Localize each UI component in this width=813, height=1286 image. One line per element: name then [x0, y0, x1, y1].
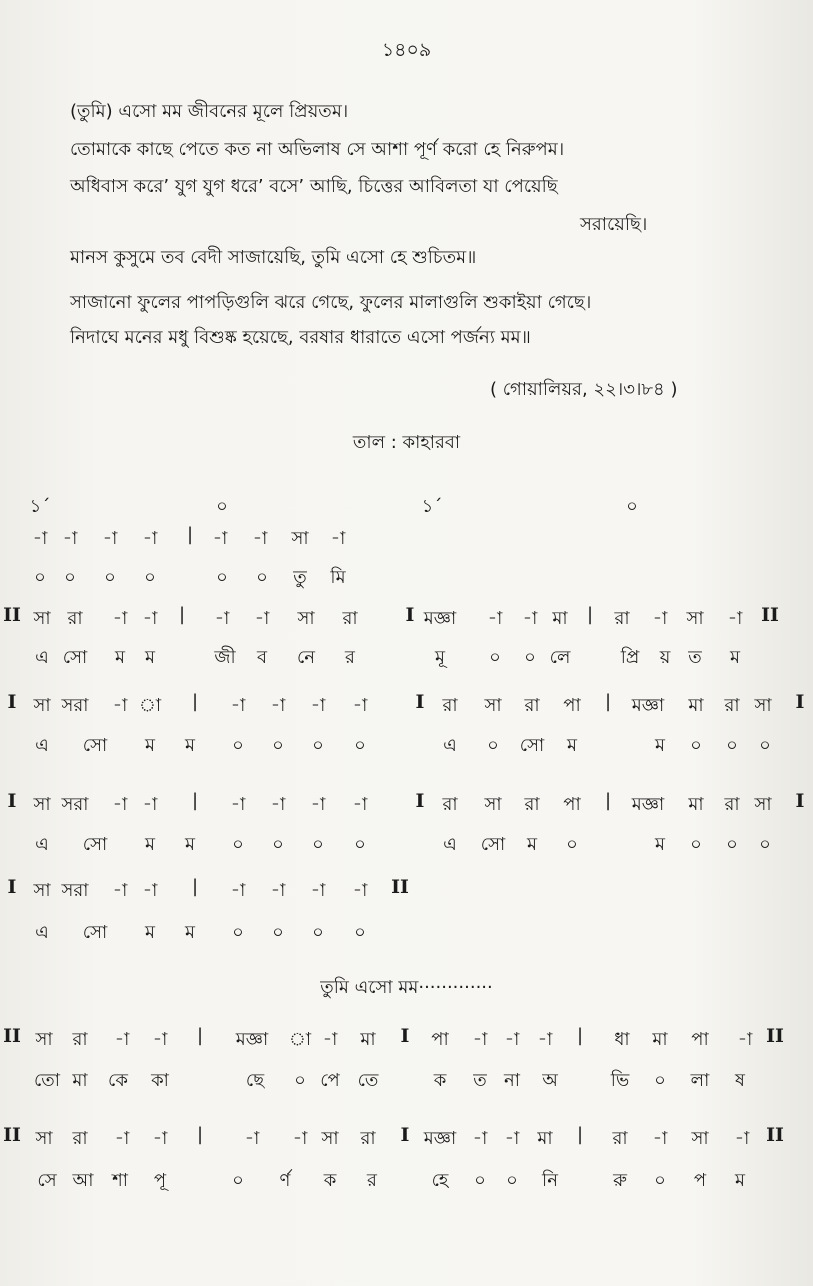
notation-cell: পা — [563, 794, 581, 815]
notation-cell: অ — [542, 1070, 558, 1091]
notation-cell: এ — [35, 922, 49, 943]
notation-cell: া — [288, 1029, 312, 1050]
notation-cell: সো — [62, 647, 88, 668]
subheading: তুমি এসো মম············· — [320, 977, 493, 998]
notation-cell: রা — [614, 608, 630, 629]
beat-divider: | — [186, 524, 194, 545]
barline: II — [3, 604, 21, 626]
notation-cell: র্ণ — [279, 1170, 291, 1191]
lyric-line-3: অধিবাস করে’ যুগ যুগ ধরে’ বসে’ আছি, চিত্তের আবিলতা যা পেয়েছি — [70, 176, 558, 197]
notation-cell: -া — [292, 1128, 308, 1149]
notation-cell: পা — [563, 695, 581, 716]
notation-row — [0, 790, 813, 820]
notation-cell: -া — [102, 528, 118, 549]
beat-divider: | — [576, 1025, 584, 1046]
notation-cell: ম — [655, 735, 665, 756]
notation-cell: ব — [256, 647, 268, 668]
notation-cell: -া — [727, 608, 743, 629]
notation-cell: -া — [152, 1128, 168, 1149]
notation-cell: -া — [142, 880, 158, 901]
notation-row — [0, 524, 813, 554]
notation-cell: ০ — [726, 834, 738, 855]
notation-cell: -া — [114, 1128, 130, 1149]
notation-cell: য় — [659, 647, 671, 668]
notation-cell: মজ্ঞা — [235, 1029, 269, 1050]
barline: I — [415, 691, 425, 713]
notation-row — [0, 643, 813, 673]
notation-cell: মা — [688, 695, 704, 716]
notation-cell: রা — [72, 1029, 88, 1050]
beat-divider: | — [178, 604, 186, 625]
lyric-line-1: (তুমি) এসো মম জীবনের মূলে প্রিয়তম। — [70, 101, 349, 122]
notation-cell: মজ্ঞা — [631, 695, 665, 716]
notation-cell: লে — [549, 647, 571, 668]
notation-cell: সা — [33, 695, 51, 716]
notation-cell: -া — [537, 1029, 553, 1050]
notation-cell: কা — [151, 1070, 169, 1091]
notation-cell: সা — [686, 608, 704, 629]
notation-cell: -া — [487, 608, 503, 629]
notation-cell: সা — [33, 794, 51, 815]
notation-row — [0, 731, 813, 761]
notation-cell: ম — [735, 1170, 745, 1191]
notation-cell: ম — [567, 735, 577, 756]
notation-cell: ০ — [626, 496, 638, 517]
notation-cell: না — [504, 1070, 520, 1091]
notation-cell: -া — [142, 528, 158, 549]
notation-row — [0, 1066, 813, 1096]
notation-cell: ম — [655, 834, 665, 855]
notation-cell: -া — [212, 528, 228, 549]
notation-cell: এ — [443, 735, 457, 756]
notation-cell: -া — [270, 794, 286, 815]
notation-cell: পে — [320, 1070, 340, 1091]
notation-row — [0, 830, 813, 860]
lyric-line-2: তোমাকে কাছে পেতে কত না অভিলাষ সে আশা পূর্ণ করো হে নিরুপম। — [70, 139, 565, 160]
notation-cell: জী — [214, 647, 236, 668]
notation-cell: -া — [472, 1029, 488, 1050]
notation-cell: -া — [352, 794, 368, 815]
notation-cell: মা — [537, 1128, 553, 1149]
notation-cell: পা — [691, 1029, 709, 1050]
notation-cell: -া — [152, 1029, 168, 1050]
notation-cell: রা — [442, 695, 458, 716]
notation-cell: এ — [35, 834, 49, 855]
notation-cell: -া — [270, 880, 286, 901]
notation-cell: ০ — [506, 1170, 518, 1191]
notation-cell: ত — [688, 647, 702, 668]
notation-cell: -া — [244, 1128, 260, 1149]
notation-cell: লা — [690, 1070, 710, 1091]
notation-cell: সা — [754, 794, 772, 815]
lyric-line-6: নিদাঘে মনের মধু বিশুষ্ক হয়েছে, বরষার ধারাতে এসো পর্জন্য মম॥ — [70, 327, 531, 348]
barline: I — [405, 604, 415, 626]
notation-cell: -া — [330, 528, 346, 549]
notation-cell: নি — [542, 1170, 558, 1191]
beat-divider: | — [604, 691, 612, 712]
notation-cell: ম — [145, 647, 155, 668]
notation-cell: ম — [115, 647, 125, 668]
notation-cell: ০ — [144, 567, 156, 588]
notation-cell: ০ — [216, 567, 228, 588]
notation-cell: ০ — [256, 567, 268, 588]
notation-cell: ০ — [354, 834, 366, 855]
notation-cell: সা — [35, 1128, 53, 1149]
notation-cell: সরা — [61, 794, 89, 815]
tala-heading: তাল : কাহারবা — [352, 432, 461, 453]
notation-cell: সা — [691, 1128, 709, 1149]
notation-cell: -া — [352, 695, 368, 716]
notation-cell: ম — [145, 922, 155, 943]
notation-cell: সো — [82, 922, 108, 943]
notation-row — [0, 1166, 813, 1196]
barline: II — [766, 1025, 784, 1047]
notation-cell: ০ — [654, 1070, 666, 1091]
barline: I — [7, 876, 17, 898]
notation-cell: ভি — [610, 1070, 630, 1091]
notation-cell: -া — [252, 528, 268, 549]
notation-cell: -া — [254, 608, 270, 629]
notation-cell: সরা — [61, 695, 89, 716]
notation-cell: সা — [754, 695, 772, 716]
notation-cell: তে — [357, 1070, 379, 1091]
notation-cell: রা — [360, 1128, 376, 1149]
notation-cell: ০ — [34, 567, 46, 588]
notation-cell: -া — [310, 695, 326, 716]
beat-divider: | — [196, 1124, 204, 1145]
notation-cell: -া — [652, 608, 668, 629]
notation-cell: সো — [480, 834, 506, 855]
barline: I — [7, 691, 17, 713]
notation-cell: -া — [142, 794, 158, 815]
notation-cell: -া — [322, 1029, 338, 1050]
barline: II — [391, 876, 409, 898]
notation-cell: মি — [330, 567, 346, 588]
lyric-line-5: সাজানো ফুলের পাপড়িগুলি ঝরে গেছে, ফুলের মালাগুলি শুকাইয়া গেছে। — [70, 292, 592, 313]
notation-cell: মজ্ঞা — [423, 608, 457, 629]
notation-cell: মা — [72, 1070, 88, 1091]
notation-cell: রা — [724, 794, 740, 815]
notation-cell: সরা — [61, 880, 89, 901]
notation-cell: ০ — [272, 922, 284, 943]
notation-cell: ম — [145, 735, 155, 756]
notation-cell: ০ — [272, 834, 284, 855]
notation-row — [0, 604, 813, 634]
notation-cell: -া — [652, 1128, 668, 1149]
notation-row — [0, 1124, 813, 1154]
notation-cell: মূ — [435, 647, 445, 668]
notation-cell: সো — [82, 735, 108, 756]
notation-cell: ১´ — [29, 496, 51, 517]
notation-cell: -া — [114, 1029, 130, 1050]
notation-cell: -া — [230, 880, 246, 901]
notation-cell: রা — [724, 695, 740, 716]
notation-cell: ০ — [232, 922, 244, 943]
notation-cell: ম — [185, 834, 195, 855]
notation-cell: ০ — [216, 496, 228, 517]
notation-cell: -া — [270, 695, 286, 716]
notation-cell: -া — [504, 1029, 520, 1050]
notation-cell: রা — [524, 794, 540, 815]
barline: I — [400, 1124, 410, 1146]
notation-row — [0, 563, 813, 593]
notation-cell: রা — [72, 1128, 88, 1149]
notation-cell: সা — [291, 528, 309, 549]
beat-divider: | — [586, 604, 594, 625]
barline: II — [3, 1124, 21, 1146]
notation-cell: সা — [33, 608, 51, 629]
notation-cell: র — [367, 1170, 377, 1191]
notation-cell: -া — [310, 794, 326, 815]
lyric-line-4: মানস কুসুমে তব বেদী সাজায়েছি, তুমি এসো হে শুচিতম॥ — [70, 247, 477, 268]
page-number: ১৪০৯ — [381, 39, 432, 61]
barline: I — [795, 691, 805, 713]
notation-cell: ০ — [474, 1170, 486, 1191]
notation-cell: ত — [473, 1070, 487, 1091]
barline: I — [795, 790, 805, 812]
notation-cell: এ — [443, 834, 457, 855]
notation-cell: প্রি — [620, 647, 640, 668]
place-date: ( গোয়ালিয়র, ২২।৩।৮৪ ) — [490, 379, 678, 400]
notation-cell: র — [345, 647, 355, 668]
notation-cell: ম — [527, 834, 537, 855]
notation-cell: ০ — [566, 834, 578, 855]
notation-cell: মা — [688, 794, 704, 815]
notation-cell: -া — [112, 794, 128, 815]
notation-cell: ছে — [245, 1070, 265, 1091]
notation-cell: -া — [352, 880, 368, 901]
notation-cell: ১´ — [421, 496, 443, 517]
notation-cell: মজ্ঞা — [631, 794, 665, 815]
notation-cell: ম — [185, 735, 195, 756]
notation-row — [0, 876, 813, 906]
notation-cell: মা — [360, 1029, 376, 1050]
lyric-line-3-continued: সরায়েছি। — [580, 214, 648, 235]
notation-cell: ০ — [232, 834, 244, 855]
notation-cell: পূ — [153, 1170, 167, 1191]
notation-cell: সে — [37, 1170, 57, 1191]
notation-cell: এ — [35, 735, 49, 756]
barline: I — [400, 1025, 410, 1047]
notation-cell: -া — [62, 528, 78, 549]
notation-cell: ০ — [232, 1170, 244, 1191]
notation-cell: ধা — [614, 1029, 630, 1050]
notation-cell: ০ — [104, 567, 116, 588]
notation-cell: -া — [522, 608, 538, 629]
notation-cell: সা — [321, 1128, 339, 1149]
notation-cell: ০ — [294, 1070, 306, 1091]
notation-cell: -া — [214, 608, 230, 629]
notation-cell: ০ — [690, 735, 702, 756]
notation-cell: -া — [734, 1128, 750, 1149]
notation-cell: সা — [484, 695, 502, 716]
notation-cell: া — [138, 695, 162, 716]
notation-cell: ০ — [654, 1170, 666, 1191]
notation-cell: সা — [35, 1029, 53, 1050]
notation-cell: -া — [112, 608, 128, 629]
notation-cell: মজ্ঞা — [423, 1128, 457, 1149]
notation-cell: ম — [730, 647, 740, 668]
notation-cell: পা — [431, 1029, 449, 1050]
notation-cell: রা — [524, 695, 540, 716]
notation-cell: হে — [431, 1170, 449, 1191]
beat-divider: | — [191, 790, 199, 811]
notation-cell: রা — [442, 794, 458, 815]
notation-row — [0, 918, 813, 948]
beat-divider: | — [191, 691, 199, 712]
notation-cell: সো — [519, 735, 545, 756]
notation-cell: ক — [433, 1070, 447, 1091]
notation-row — [0, 492, 813, 522]
notation-cell: তু — [293, 567, 307, 588]
notation-cell: রা — [612, 1128, 628, 1149]
notation-cell: -া — [230, 695, 246, 716]
barline: I — [7, 790, 17, 812]
notation-cell: -া — [737, 1029, 753, 1050]
notation-cell: মা — [552, 608, 568, 629]
notation-cell: ০ — [64, 567, 76, 588]
barline: II — [766, 1124, 784, 1146]
notation-cell: কে — [108, 1070, 128, 1091]
beat-divider: | — [576, 1124, 584, 1145]
notation-cell: ক — [323, 1170, 337, 1191]
notation-cell: ০ — [312, 735, 324, 756]
beat-divider: | — [191, 876, 199, 897]
notation-cell: ম — [185, 922, 195, 943]
notation-cell: ০ — [759, 834, 771, 855]
barline: II — [761, 604, 779, 626]
notation-cell: এ — [35, 647, 49, 668]
notation-cell: -া — [310, 880, 326, 901]
notation-cell: রা — [67, 608, 83, 629]
notation-cell: -া — [112, 695, 128, 716]
notation-cell: মা — [652, 1029, 668, 1050]
notation-cell: ০ — [489, 647, 501, 668]
notation-cell: নে — [296, 647, 316, 668]
barline: II — [3, 1025, 21, 1047]
barline: I — [415, 790, 425, 812]
notation-cell: ০ — [354, 735, 366, 756]
notation-cell: ০ — [726, 735, 738, 756]
notation-cell: সা — [33, 880, 51, 901]
notation-cell: -া — [504, 1128, 520, 1149]
notation-cell: -া — [32, 528, 48, 549]
notation-cell: -া — [230, 794, 246, 815]
notation-cell: ০ — [272, 735, 284, 756]
notation-cell: -া — [142, 608, 158, 629]
notation-cell: ০ — [759, 735, 771, 756]
notation-cell: ০ — [312, 834, 324, 855]
notation-cell: ০ — [690, 834, 702, 855]
notation-cell: রু — [613, 1170, 627, 1191]
notation-cell: ০ — [354, 922, 366, 943]
notation-row — [0, 1025, 813, 1055]
notation-cell: সো — [82, 834, 108, 855]
notation-cell: ০ — [232, 735, 244, 756]
beat-divider: | — [604, 790, 612, 811]
notation-cell: সা — [484, 794, 502, 815]
notation-cell: ০ — [487, 735, 499, 756]
notation-cell: ষ — [735, 1070, 745, 1091]
notation-cell: -া — [472, 1128, 488, 1149]
notation-cell: ০ — [312, 922, 324, 943]
notation-cell: প — [693, 1170, 707, 1191]
notation-cell: ০ — [524, 647, 536, 668]
beat-divider: | — [196, 1025, 204, 1046]
notation-cell: রা — [342, 608, 358, 629]
notation-cell: তো — [33, 1070, 61, 1091]
notation-cell: শা — [112, 1170, 128, 1191]
notation-row — [0, 691, 813, 721]
notation-cell: আ — [72, 1170, 94, 1191]
notation-cell: ম — [145, 834, 155, 855]
notation-cell: -া — [112, 880, 128, 901]
notation-cell: সা — [297, 608, 315, 629]
